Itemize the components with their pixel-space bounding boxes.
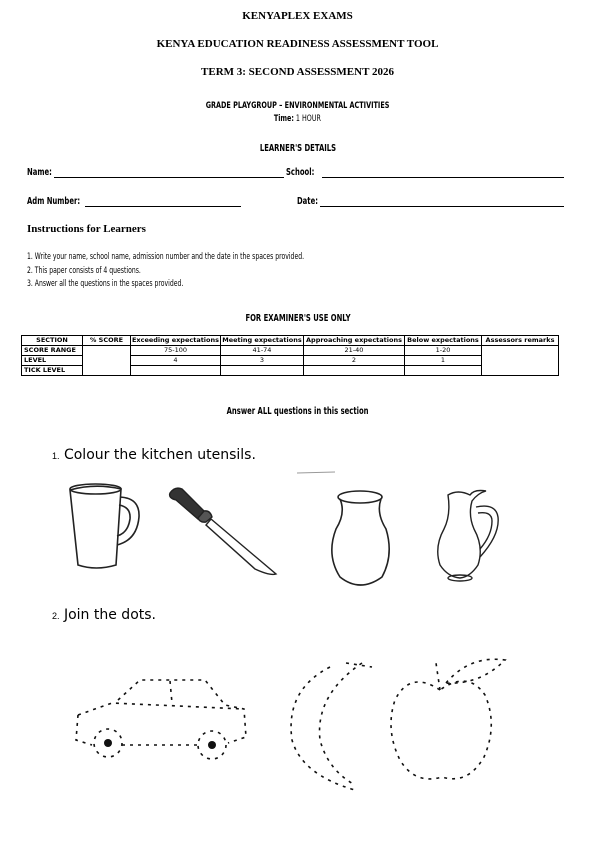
- header-cell: Below expectations: [405, 336, 482, 346]
- adm-number-field[interactable]: [85, 206, 241, 207]
- jug-icon: [438, 491, 498, 582]
- join-dots-illustration: [0, 645, 595, 805]
- term-title: TERM 3: SECOND ASSESSMENT 2026: [201, 66, 394, 78]
- school-field[interactable]: [322, 177, 564, 178]
- header-cell: Exceeding expectations: [131, 336, 220, 344]
- instruction-item: 1. Write your name, school name, admission number and the date in the spaces provided.: [27, 252, 305, 262]
- table-cell: 1-20: [405, 346, 482, 356]
- header-cell: % SCORE: [83, 336, 131, 346]
- row-label: LEVEL: [22, 356, 83, 366]
- adm-number-label: Adm Number:: [27, 196, 81, 207]
- wheel-hub-icon: [208, 741, 216, 749]
- table-cell: 41-74: [221, 346, 304, 356]
- question-1: [52, 446, 256, 464]
- question-number: 2.: [52, 611, 60, 621]
- date-label: Date:: [297, 196, 318, 207]
- instruction-item: 2. This paper consists of 4 questions.: [27, 266, 141, 276]
- question-text: Colour the kitchen utensils.: [63, 447, 256, 463]
- examiner-title: FOR EXAMINER'S USE ONLY: [244, 313, 351, 324]
- tick-cell[interactable]: [405, 366, 482, 376]
- table-cell: 4: [131, 356, 221, 366]
- details-line: [0, 138, 595, 156]
- table-cell: 3: [221, 356, 304, 366]
- exam-org-title: KENYAPLEX EXAMS: [242, 10, 353, 22]
- pot-icon: [332, 491, 389, 585]
- dotted-apple-icon: [391, 659, 505, 779]
- table-cell: 2: [304, 356, 405, 366]
- name-label: Name:: [27, 167, 52, 178]
- header-cell: Meeting expectations: [222, 336, 302, 344]
- tick-cell[interactable]: [304, 366, 405, 376]
- section-note-line: [0, 401, 595, 419]
- section-note: Answer ALL questions in this section: [226, 406, 369, 417]
- tick-cell[interactable]: [221, 366, 304, 376]
- assessors-remarks-cell[interactable]: [482, 346, 559, 376]
- question-number: 1.: [52, 451, 60, 461]
- knife-icon: [170, 488, 276, 574]
- row-label: TICK LEVEL: [22, 366, 83, 376]
- row-label: SCORE RANGE: [22, 346, 83, 356]
- mug-icon: [70, 484, 139, 568]
- school-label: School:: [286, 167, 315, 178]
- dotted-banana-icon: [291, 663, 372, 790]
- kitchen-utensils-illustration: [0, 465, 595, 605]
- examiner-line: [0, 308, 595, 326]
- table-cell: 21-40: [304, 346, 405, 356]
- table-cell: 75-100: [131, 346, 221, 356]
- examiner-table: [21, 335, 559, 376]
- header-cell: Assessors remarks: [482, 336, 559, 346]
- time-label: Time:: [273, 114, 295, 124]
- percent-score-cell[interactable]: [83, 346, 131, 376]
- table-header-row: [22, 336, 559, 346]
- date-field[interactable]: [320, 206, 564, 207]
- time-value: 1 HOUR: [296, 114, 322, 124]
- header-cell: Approaching expectations: [304, 336, 405, 346]
- header-cell: SECTION: [22, 336, 83, 346]
- grade-title: GRADE PLAYGROUP – ENVIRONMENTAL ACTIVITIES: [205, 101, 390, 111]
- time-line: [0, 108, 595, 126]
- learner-details-title: LEARNER'S DETAILS: [259, 143, 336, 154]
- instructions-title: Instructions for Learners: [27, 223, 146, 235]
- table-row: [22, 346, 559, 356]
- question-2: [52, 606, 156, 624]
- table-cell: 1: [405, 356, 482, 366]
- instruction-item: 3. Answer all the questions in the spaces provided.: [27, 279, 184, 289]
- assessment-tool-title: KENYA EDUCATION READINESS ASSESSMENT TOOL: [156, 38, 439, 50]
- dotted-car-icon: [76, 680, 246, 759]
- question-text: Join the dots.: [63, 607, 156, 623]
- tick-cell[interactable]: [131, 366, 221, 376]
- name-field[interactable]: [54, 177, 284, 178]
- wheel-hub-icon: [104, 739, 112, 747]
